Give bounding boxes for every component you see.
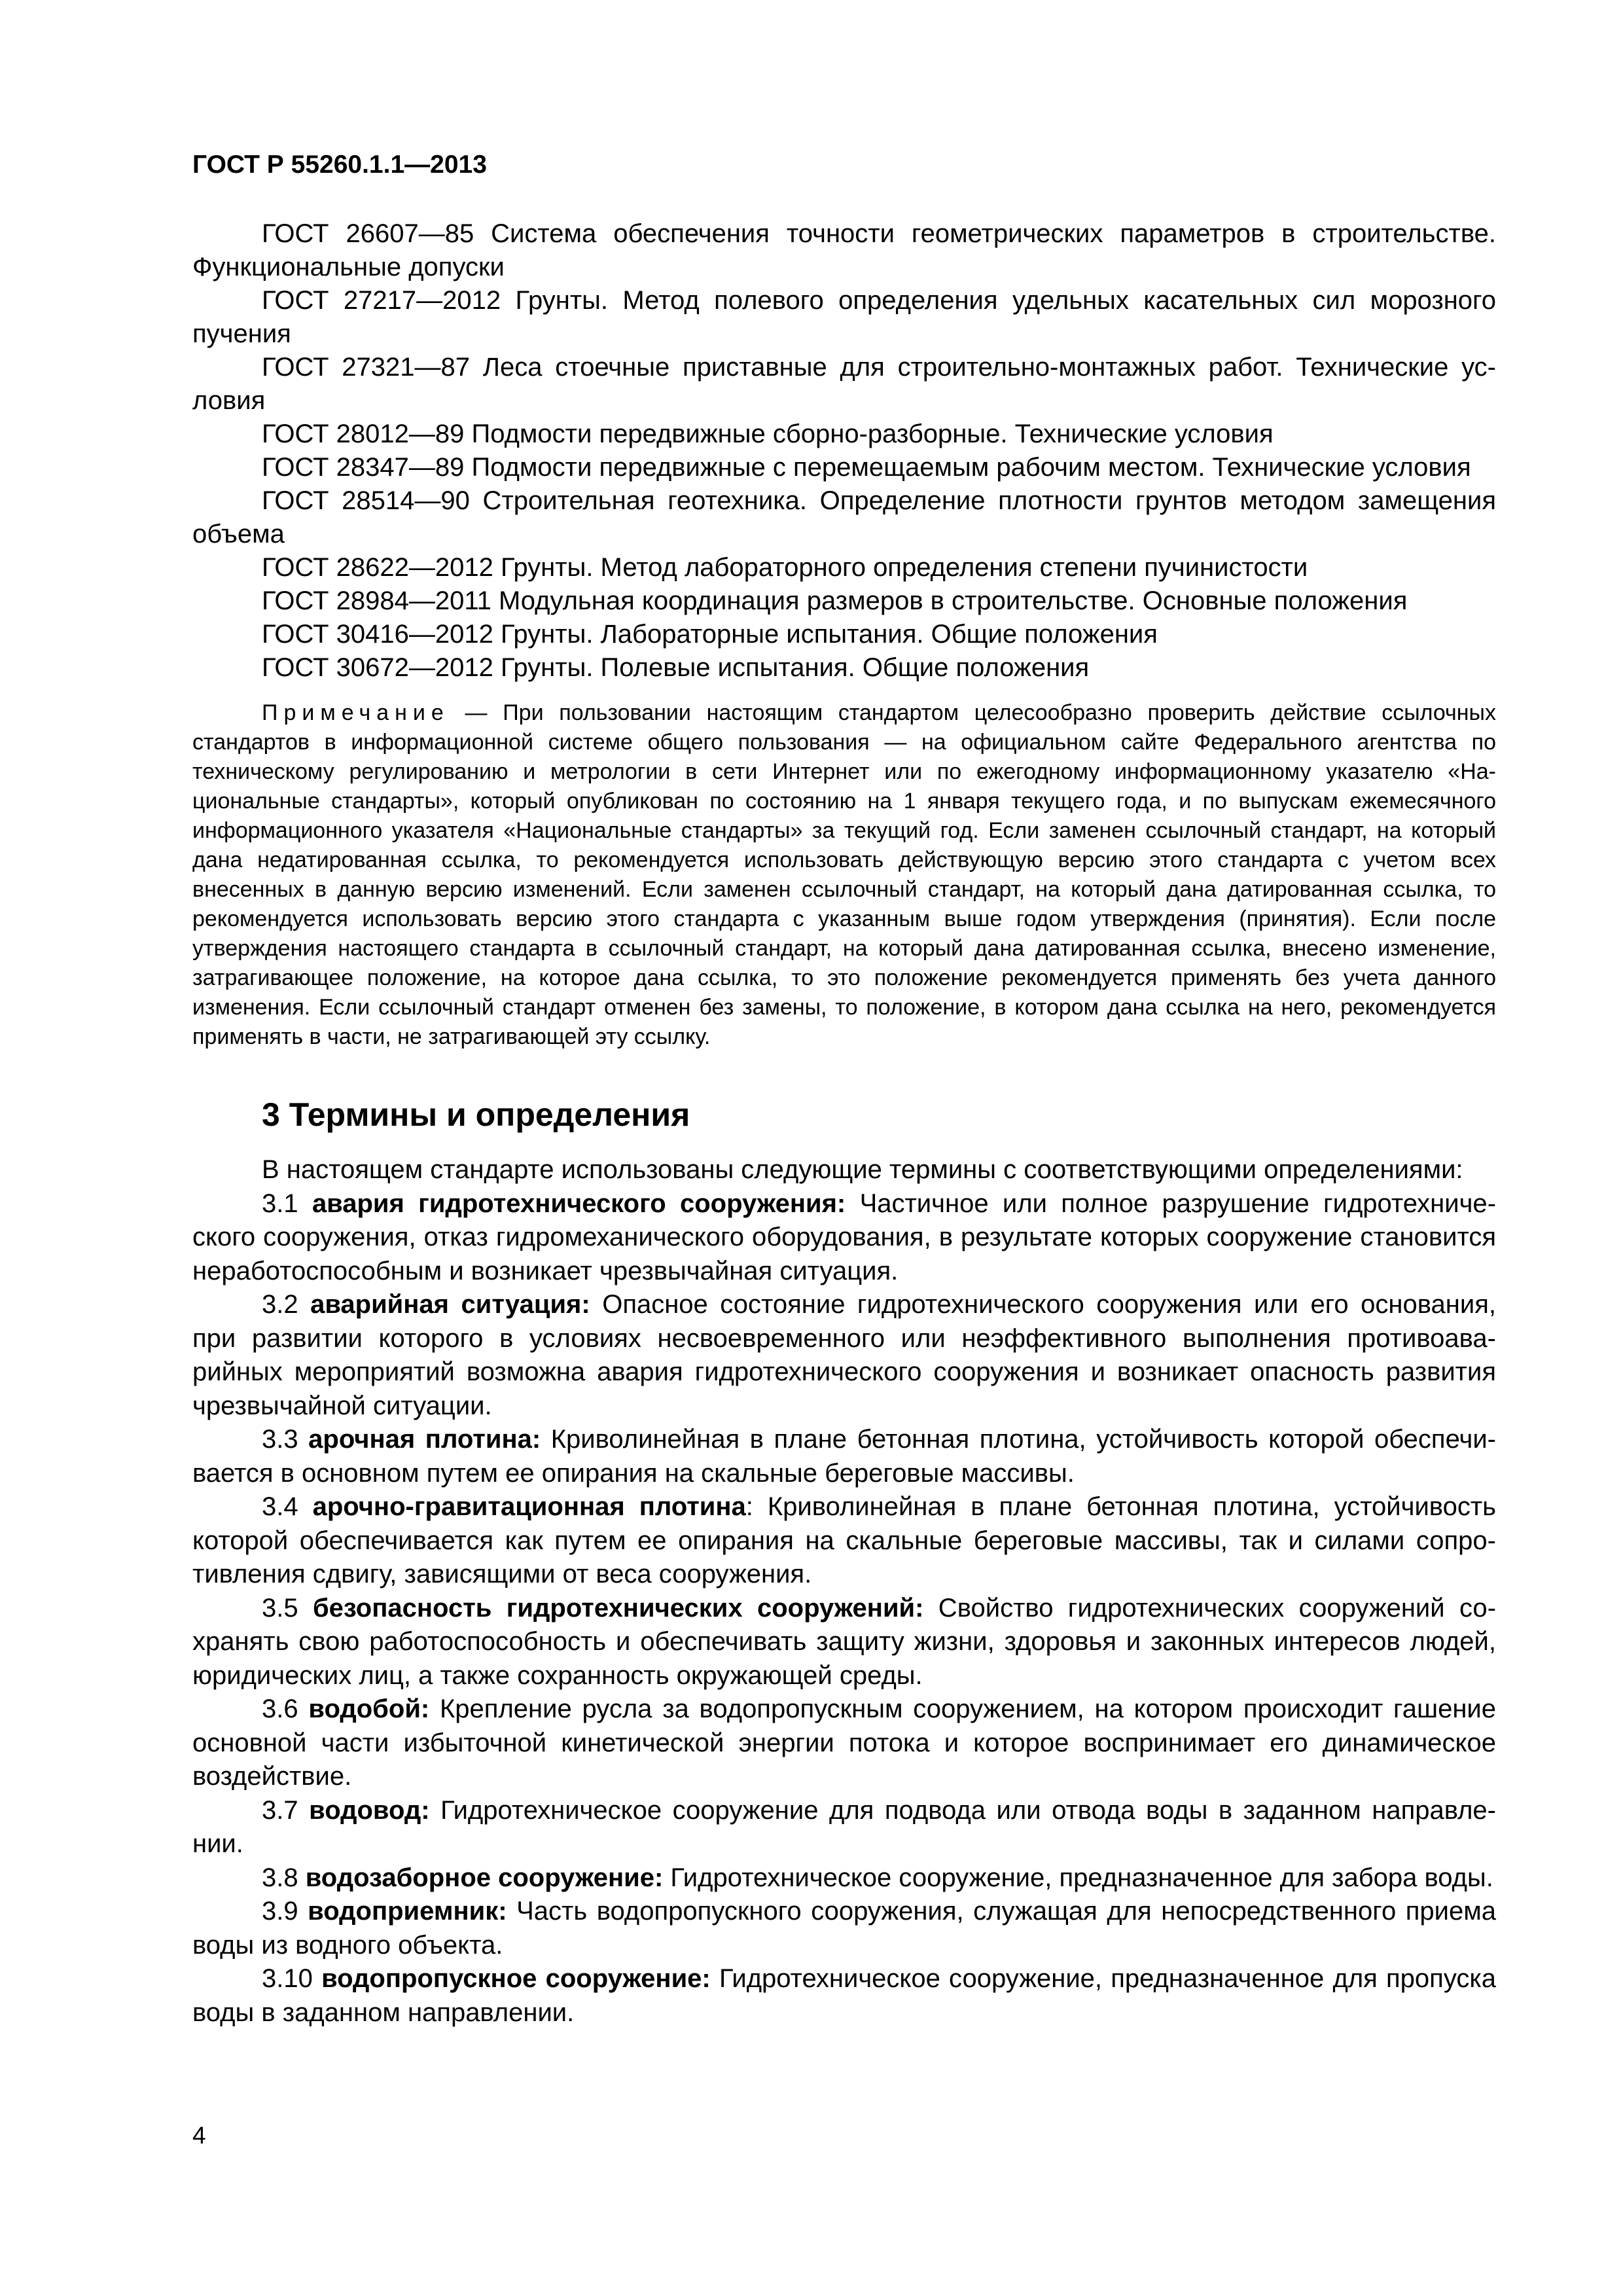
reference-item: ГОСТ 27321—87 Леса стоечные приставные для строительно-монтажных работ. Технические условия	[192, 353, 1496, 415]
normative-references-list	[192, 217, 1496, 685]
term-definition: Гидротехническое сооружение, предназначенное для забора воды.	[663, 1863, 1493, 1892]
term-entry	[192, 1895, 1496, 1962]
term-number: 3.3	[262, 1425, 309, 1454]
term-number: 3.7	[262, 1795, 310, 1825]
term-number: 3.1	[262, 1189, 312, 1218]
references-note	[192, 698, 1496, 1052]
term-entry	[192, 1693, 1496, 1794]
term-entry	[192, 1861, 1496, 1895]
term-definition: Гидротехническое сооружение для подвода или отвода воды в заданном направлении.	[192, 1795, 1496, 1858]
term-definition: Криволинейная в плане бетонная плотина, устойчивость которой обеспечивается в основном путем ее опирания на скальные береговые массивы.	[192, 1425, 1496, 1488]
reference-item: ГОСТ 30672—2012 Грунты. Полевые испытания. Общие положения	[262, 653, 1090, 682]
term-definition: : Криволинейная в плане бетонная плотина, устойчивость которой обеспечивается как путем ее опирания на скальные береговые массивы, так и силами сопротивления сдвигу, зависящими от веса сооружения.	[192, 1492, 1496, 1588]
term-name: аварийная ситуация:	[310, 1290, 590, 1319]
term-name: арочно-гравитационная плотина	[312, 1492, 746, 1521]
term-name: водозаборное сооружение:	[305, 1863, 664, 1892]
term-name: водовод:	[309, 1795, 430, 1825]
term-name: водоприемник:	[308, 1897, 507, 1926]
document-header: ГОСТ Р 55260.1.1—2013	[192, 151, 487, 179]
term-name: водопропускное сооружение:	[321, 1964, 711, 1993]
term-entry	[192, 1187, 1496, 1289]
term-number: 3.10	[262, 1964, 322, 1993]
term-name: авария гидротехнического сооружения:	[312, 1189, 846, 1218]
reference-item: ГОСТ 28012—89 Подмости передвижные сборно-разборные. Технические условия	[262, 420, 1274, 448]
reference-item: ГОСТ 30416—2012 Грунты. Лабораторные испытания. Общие положения	[262, 620, 1158, 649]
term-entry	[192, 1423, 1496, 1490]
term-number: 3.8	[262, 1863, 306, 1892]
term-definition: Гидротехническое сооружение, предназначенное для пропуска воды в заданном направлении.	[192, 1964, 1497, 2027]
term-number: 3.5	[262, 1593, 313, 1623]
terms-list	[192, 1153, 1496, 2030]
term-number: 3.2	[262, 1290, 311, 1319]
page-number: 4	[192, 2122, 206, 2149]
term-name: арочная плотина:	[308, 1425, 541, 1454]
reference-item: ГОСТ 28514—90 Строительная геотехника. Определение плотности грунтов методом замещения объема	[192, 486, 1496, 548]
note-label: Примечание	[262, 700, 450, 725]
terms-intro: В настоящем стандарте использованы следующие термины с соответствующими определениями:	[262, 1155, 1463, 1184]
term-entry	[192, 1794, 1496, 1861]
term-entry	[192, 1490, 1496, 1592]
reference-item: ГОСТ 26607—85 Система обеспечения точности геометрических параметров в строительстве. Функциональные допуски	[192, 219, 1496, 281]
section-title: 3 Термины и определения	[262, 1096, 690, 1133]
term-entry	[192, 1288, 1496, 1423]
term-entry	[192, 1592, 1496, 1693]
note-text: — При пользовании настоящим стандартом целесообразно проверить действие ссылочных стандартов в информационной системе общего пользования — на официальном сайте Федерального агентства по техническому регулированию и метрологии в сети Интернет или по ежегодному информационному указателю «Национальные стандарты», который опубликован по состоянию на 1 января текущего года, и по выпускам ежемесячного информационного указателя «Национальные стандарты» за текущий год. Если заменен ссылочный стандарт, на который дана недатированная ссылка, то рекомендуется использовать действующую версию этого стандарта с учетом всех внесенных в данную версию изменений. Если заменен ссылочный стандарт, на который дана датированная ссылка, то рекомендуется использовать версию этого стандарта с указанным выше годом утверждения (принятия). Если после утверждения настоящего стандарта в ссылочный стандарт, на который дана датированная ссылка, внесено изменение, затрагивающее положение, на которое дана ссылка, то это положение рекомендуется применять без учета данного изменения. Если ссылочный стандарт отменен без замены, то положение, в котором дана ссылка на него, рекомендуется применять в части, не затрагивающей эту ссылку.	[192, 700, 1496, 1049]
term-definition: Свойство гидротехнических сооружений сохранять свою работоспособность и обеспечивать защиту жизни, здоровья и законных интересов людей, юридических лиц, а также сохранность окружающей среды.	[192, 1593, 1497, 1690]
term-number: 3.9	[262, 1897, 308, 1926]
term-number: 3.6	[262, 1695, 309, 1723]
reference-item: ГОСТ 28347—89 Подмости передвижные с перемещаемым рабочим местом. Технические условия	[262, 453, 1471, 482]
term-definition: Часть водопропускного сооружения, служащая для непосредственного приема воды из водного объекта.	[192, 1897, 1496, 1960]
term-name: водобой:	[308, 1695, 430, 1723]
term-definition: Частичное или полное разрушение гидротехнического сооружения, отказ гидромеханического оборудования, в результате которых сооружение становится неработоспособным и возникает чрезвычайная ситуация.	[192, 1189, 1497, 1285]
term-entry	[192, 1962, 1496, 2030]
term-number: 3.4	[262, 1492, 313, 1521]
reference-item: ГОСТ 28622—2012 Грунты. Метод лабораторного определения степени пучинистости	[262, 553, 1308, 582]
term-name: безопасность гидротехнических сооружений:	[312, 1593, 924, 1623]
reference-item: ГОСТ 27217—2012 Грунты. Метод полевого определения удельных касательных сил морозного пучения	[192, 286, 1496, 348]
term-definition: Крепление русла за водопропускным сооружением, на котором происходит гашение основной части избыточной кинетической энергии потока и которое воспринимает его динамическое воздействие.	[192, 1695, 1497, 1791]
term-definition: Опасное состояние гидротехнического сооружения или его основания, при развитии которого в условиях несвоевременного или неэффективного выполнения противоаварийных мероприятий возможна авария гидротехнического сооружения и возникает опасность развития чрезвычайной ситуации.	[192, 1290, 1496, 1420]
reference-item: ГОСТ 28984—2011 Модульная координация размеров в строительстве. Основные положения	[262, 586, 1408, 615]
